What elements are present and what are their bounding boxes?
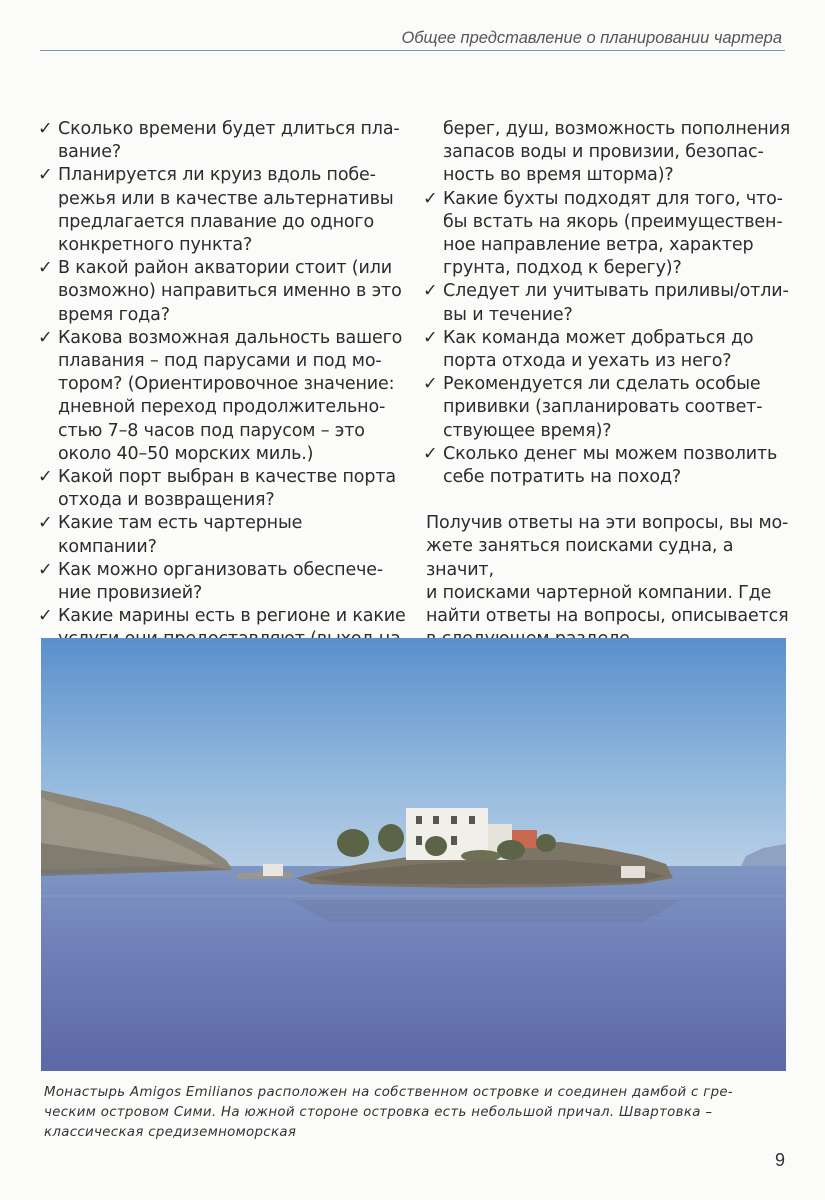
checklist-item (38, 327, 406, 466)
check-icon: ✓ (423, 374, 438, 395)
checklist-text: В какой район акватории стоит (или возможно) направиться именно в это время года? (58, 258, 402, 325)
checklist-item (38, 512, 406, 558)
checklist-item (423, 188, 793, 281)
right-column (423, 118, 793, 651)
left-column (38, 118, 406, 652)
checklist-item (423, 373, 793, 443)
photo-caption: Монастырь Amigos Emilianos расположен на собственном островке и соединен дамбой с гре- ческим островом Сими. На южной стороне островка есть небольшой причал. Швартовка – классическая средиземноморская (44, 1085, 734, 1140)
check-icon: ✓ (423, 443, 438, 464)
closing-paragraph: Получив ответы на эти вопросы, вы мо- жете заняться поисками судна, а значит, и поисками чартерной компании. Где найти ответы на вопросы, описывается (426, 513, 789, 627)
checklist-text: Сколько денег мы можем позволить себе потратить на поход? (443, 443, 778, 488)
checklist-text: Как команда может добраться до порта отхода и уехать из него? (443, 327, 754, 372)
check-icon: ✓ (423, 281, 438, 302)
checklist-text: Как можно организовать обеспече- ние провизией? (58, 559, 384, 604)
checklist-item (38, 118, 406, 164)
island-monastery-photo (41, 638, 786, 1071)
photo-illustration (41, 638, 786, 1071)
causeway-hut (263, 864, 283, 876)
checklist-text: Сколько времени будет длиться пла- вание? (58, 119, 400, 163)
running-header: Общее представление о планировании чартера (401, 29, 782, 47)
check-icon: ✓ (38, 467, 53, 488)
checklist-item (423, 327, 793, 373)
checklist-item (38, 257, 406, 327)
check-icon: ✓ (38, 327, 53, 348)
checklist-text: Какова возможная дальность вашего плавания – под парусами и под мо- тором? (Ориентировочное значение: дневной переход продолжительно- стью 7–8 часов под парусом – это около 40–50 морских миль.) (58, 327, 403, 464)
check-icon: ✓ (38, 559, 53, 580)
checklist-item (38, 466, 406, 512)
checklist-item (423, 280, 793, 326)
checklist-text: Следует ли учитывать приливы/отли- вы и течение? (443, 281, 789, 325)
check-icon: ✓ (38, 606, 53, 627)
checklist-item (423, 443, 793, 489)
check-icon: ✓ (38, 258, 53, 279)
check-icon: ✓ (38, 165, 53, 186)
checklist-item (38, 164, 406, 257)
small-pier (621, 866, 645, 878)
check-icon: ✓ (423, 327, 438, 348)
check-icon: ✓ (423, 188, 438, 209)
checklist-text: Какие бухты подходят для того, что- бы встать на якорь (преимуществен- ное направление ветра, характер грунта, подход к берегу)? (443, 188, 783, 279)
checklist-text: Какие там есть чартерные компании? (58, 513, 303, 557)
checklist-text: Рекомендуется ли сделать особые прививки (запланировать соответ- ствующее время)? (443, 374, 763, 441)
header-rule (40, 50, 785, 51)
check-icon: ✓ (38, 513, 53, 534)
page-number: 9 (774, 1150, 785, 1170)
check-icon: ✓ (38, 119, 53, 139)
checklist-continuation: берег, душ, возможность пополнения запасов воды и провизии, безопас- ность во время шторма)? (443, 119, 791, 186)
checklist-text: Какой порт выбран в качестве порта отхода и возвращения? (58, 467, 396, 511)
checklist-text: Планируется ли круиз вдоль побе- режья или в качестве альтернативы предлагается плавание до одного конкретного пункта? (58, 165, 394, 256)
island-reflection (291, 900, 681, 923)
checklist-text: Какие марины есть в регионе и какие (58, 606, 406, 627)
checklist-item (38, 559, 406, 605)
